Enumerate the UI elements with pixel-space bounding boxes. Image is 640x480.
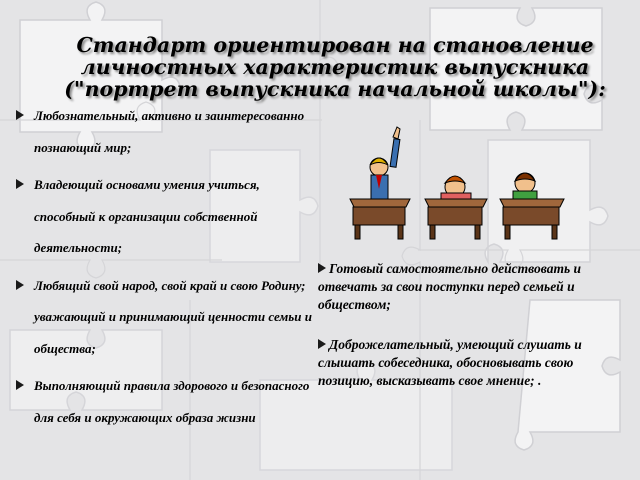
classroom-students-illustration (345, 125, 590, 240)
student-reading (513, 173, 537, 201)
list-item (14, 169, 314, 264)
student-sleeping (441, 176, 471, 201)
left-characteristics-list (14, 100, 314, 439)
list-item-text: Любящий свой народ, свой край и свою Родину; уважающий и принимающий ценности семьи и общества; (34, 277, 312, 356)
list-item-text: Любознательный, активно и заинтересованно познающий мир; (34, 108, 305, 155)
list-item-text: Выполняющий правила здорового и безопасного для себя и окружающих образа жизни (34, 378, 310, 425)
list-item (14, 270, 314, 365)
bullet-arrow-icon (318, 339, 326, 349)
bullet-arrow-icon (16, 110, 24, 120)
bullet-arrow-icon (318, 263, 326, 273)
student-raising-hand (370, 127, 400, 199)
right-characteristics-list (318, 260, 586, 390)
list-item-text: Готовый самостоятельно действовать и отвечать за свои поступки перед семьей и обществом; (318, 261, 582, 312)
list-item (318, 336, 586, 390)
list-item (14, 370, 314, 433)
bullet-arrow-icon (16, 380, 24, 390)
list-item-text: Владеющий основами умения учиться, способный к организации собственной деятельности; (34, 177, 260, 255)
bullet-arrow-icon (16, 280, 24, 290)
slide-title: Стандарт ориентирован на становление личностных характеристик выпускника ("портрет выпускника начальной школы"): (64, 33, 606, 101)
list-item (318, 260, 586, 314)
bullet-arrow-icon (16, 179, 24, 189)
list-item (14, 100, 314, 163)
list-item-text: Доброжелательный, умеющий слушать и слышать собеседника, обосновывать свою позицию, высказывать свое мнение; . (318, 337, 582, 388)
school-desks (350, 199, 564, 239)
